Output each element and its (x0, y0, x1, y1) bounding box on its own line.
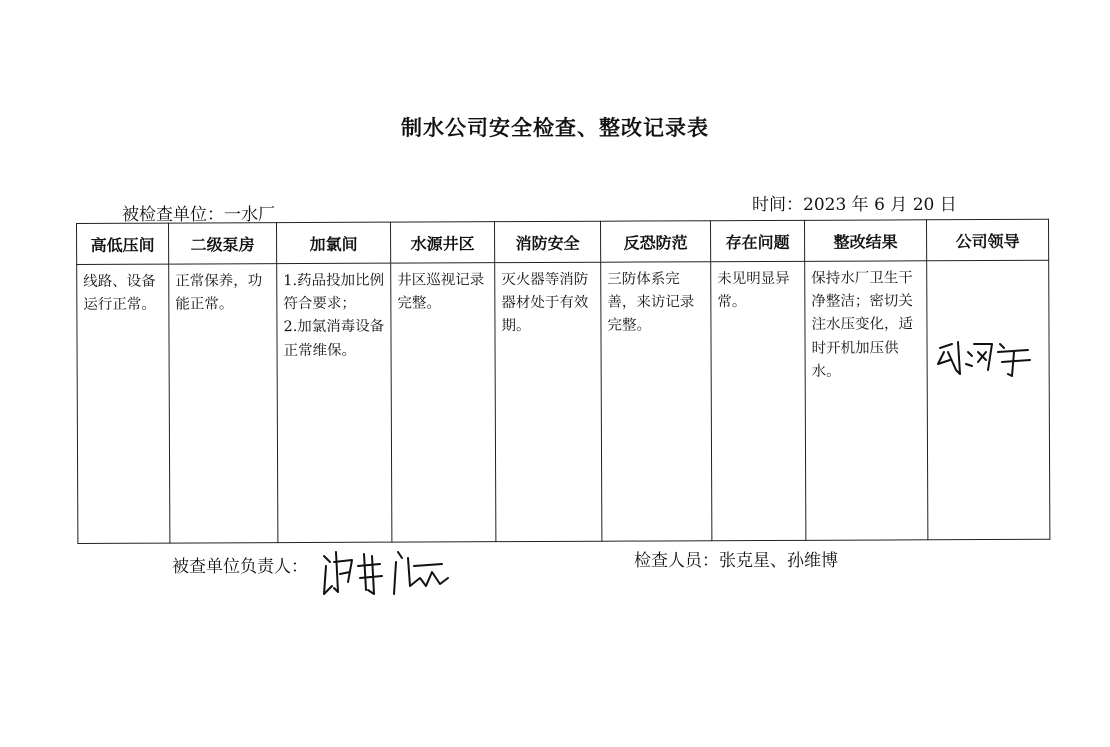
inspectors (634, 546, 838, 571)
inspection-date (752, 190, 957, 215)
cell-fire-safety: 灭火器等消防器材处于有效期。 (495, 262, 602, 541)
inspected-unit-label: 被检查单位： (122, 205, 224, 225)
header-company-leader: 公司领导 (926, 219, 1048, 261)
document-title: 制水公司安全检查、整改记录表 (401, 116, 709, 140)
header-rectification-result: 整改结果 (804, 220, 926, 262)
date-value: 2023 年 6 月 20 日 (803, 195, 957, 215)
inspectors-value: 张克星、孙维博 (719, 551, 838, 571)
cell-anti-terrorism: 三防体系完善，来访记录完整。 (601, 262, 712, 541)
leader-signature (930, 330, 1040, 390)
responsible-label: 被查单位负责人： (172, 557, 308, 577)
cell-chlorination-room: 1.药品投加比例符合要求； 2.加氯消毒设备正常维保。 (277, 263, 392, 542)
header-fire-safety: 消防安全 (494, 221, 600, 262)
cell-company-leader (927, 260, 1050, 540)
cell-existing-problems: 未见明显异常。 (711, 261, 806, 540)
header-well-area: 水源井区 (390, 222, 494, 263)
cell-well-area: 井区巡视记录完整。 (391, 263, 496, 542)
cell-secondary-pump-room: 正常保养，功能正常。 (169, 264, 278, 543)
cell-rectification-result: 保持水厂卫生干净整洁；密切关注水压变化，适时开机加压供水。 (805, 261, 928, 541)
responsible-person (172, 552, 308, 577)
header-anti-terrorism: 反恐防范 (600, 221, 710, 262)
header-existing-problems: 存在问题 (710, 220, 804, 261)
cell-hv-lv-room: 线路、设备运行正常。 (77, 264, 170, 543)
table-header-row (77, 219, 1049, 264)
responsible-signature (318, 542, 458, 602)
inspection-record-table (76, 219, 1050, 544)
inspected-unit-value: 一水厂 (224, 205, 275, 225)
header-chlorination-room: 加氯间 (277, 222, 391, 263)
inspectors-label: 检查人员： (634, 551, 719, 571)
header-hv-lv-room: 高低压间 (77, 223, 169, 264)
header-secondary-pump-room: 二级泵房 (169, 223, 277, 264)
date-label: 时间： (752, 195, 803, 215)
table-row (77, 260, 1050, 543)
